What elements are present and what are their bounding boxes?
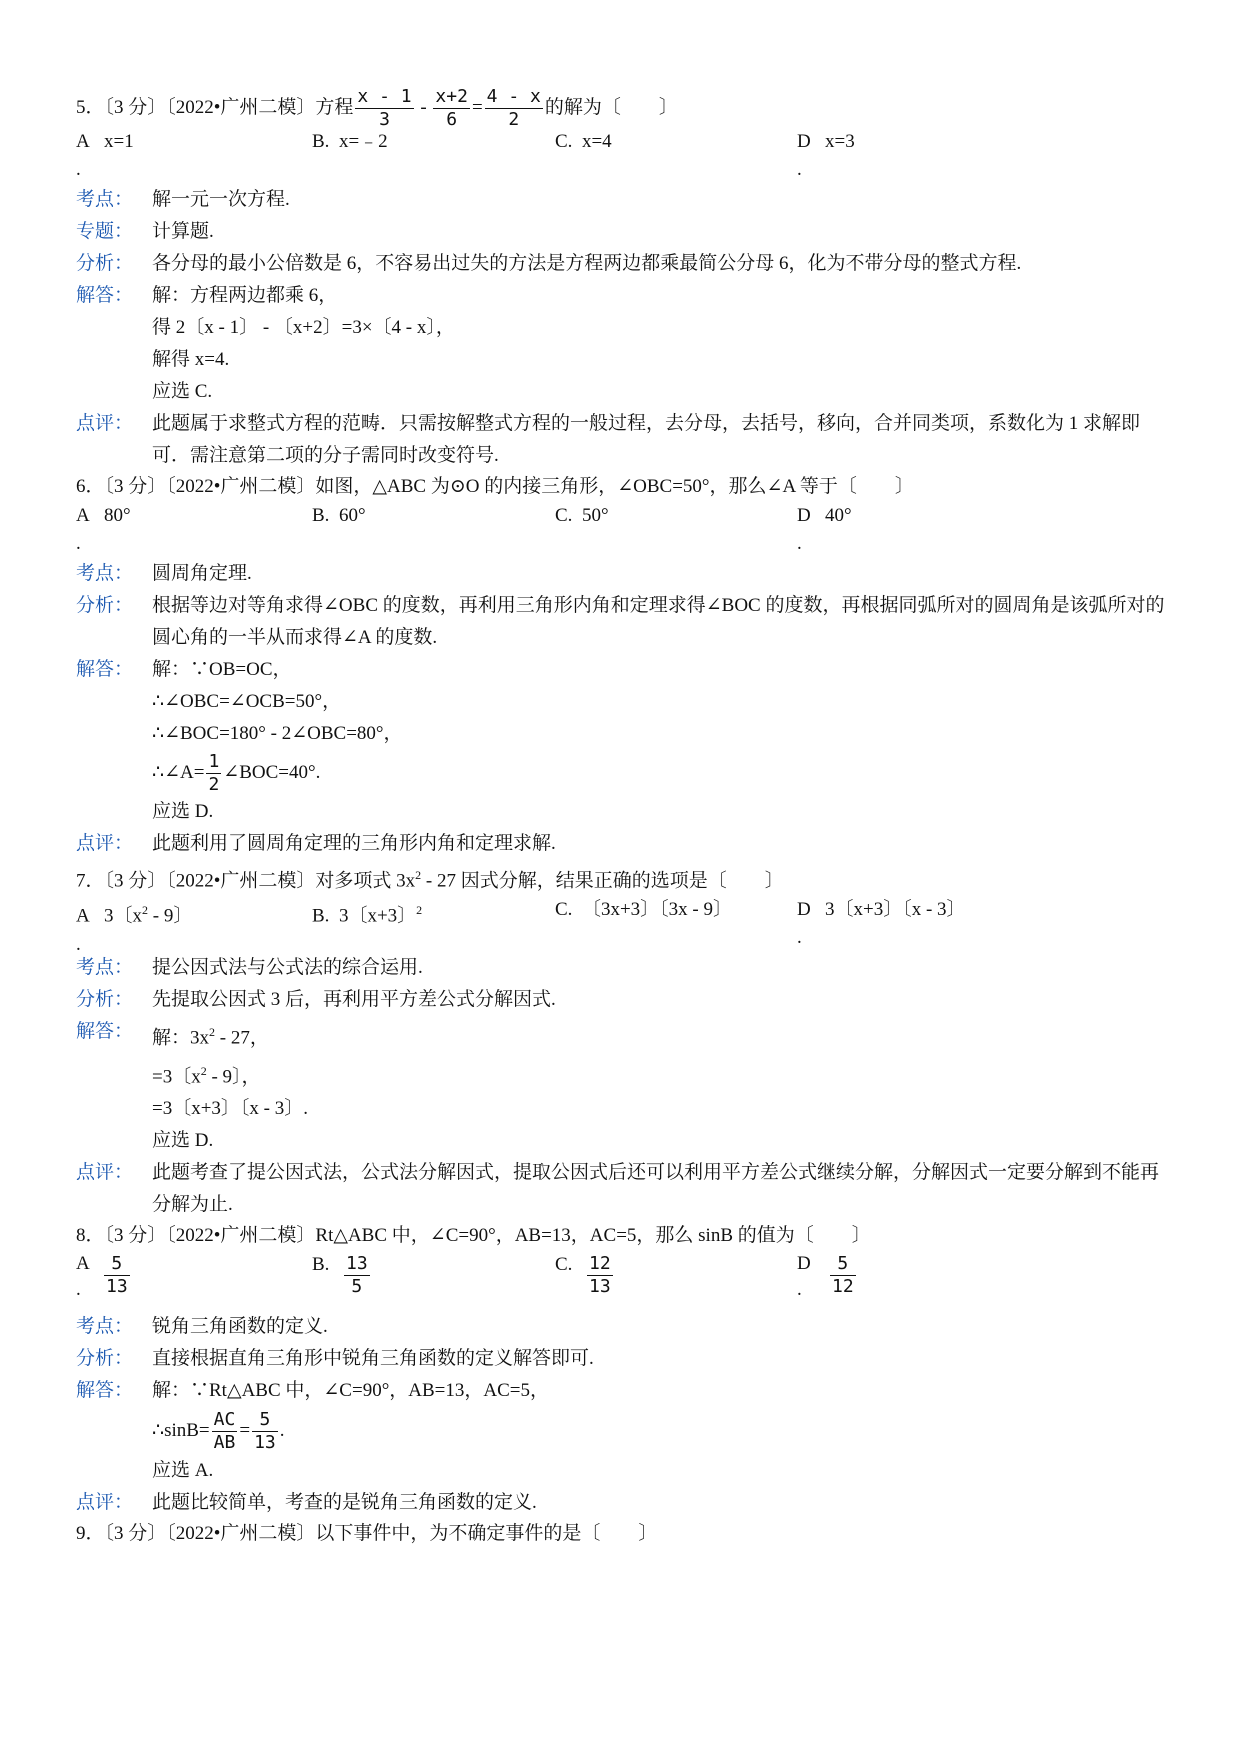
q5-zhuanti: [76, 216, 1176, 248]
option-text: 50°: [581, 505, 609, 526]
option-a-value: [102, 1253, 132, 1298]
label-jieda: 解答：: [76, 659, 134, 680]
option-text: 60°: [338, 505, 366, 526]
option-text: x=1: [103, 131, 134, 152]
expr-pre: ∴sinB=: [152, 1420, 210, 1442]
label-kaodian: 考点：: [76, 563, 134, 584]
fraction-ac-ab: [212, 1409, 238, 1454]
expr-pre: 解：3x: [152, 1027, 210, 1049]
jieda-line: 应选 C.: [152, 381, 213, 402]
option-text: 3〔x+3〕: [338, 905, 417, 927]
q8-jieda: [76, 1375, 1176, 1487]
dot: .: [797, 927, 802, 949]
dianping-text: 此题属于求整式方程的范畴．只需按解整式方程的一般过程，去分母，去括号，移向，合并同类项，系数化为 1 求解即可．需注意第二项的分子需同时改变符号.: [152, 413, 1141, 466]
option-letter: B.: [312, 905, 330, 927]
option-letter: C.: [555, 505, 573, 526]
question-7: [76, 860, 1176, 896]
q5-fraction-1: [355, 86, 413, 131]
frac-den: 3: [379, 109, 390, 130]
jieda-line: 解：∵OB=OC，: [152, 659, 292, 680]
expr-post: .: [279, 1420, 285, 1442]
kaodian-text: 锐角三角函数的定义.: [152, 1316, 328, 1338]
jieda-line: 解：∵Rt△ABC 中，∠C=90°，AB=13，AC=5，: [152, 1380, 550, 1402]
frac-num: 4 - x: [486, 86, 541, 107]
fraction: [344, 1253, 370, 1298]
equals: =: [239, 1420, 251, 1442]
frac-den: 13: [589, 1276, 611, 1298]
option-b: [312, 896, 422, 930]
option-letter: B.: [312, 131, 330, 152]
option-d: [797, 1251, 811, 1303]
option-text: - 9〕: [148, 905, 193, 927]
jieda-line: ∴∠OBC=∠OCB=50°，: [152, 691, 342, 712]
frac-num: 12: [589, 1253, 611, 1275]
jieda-content: [152, 1375, 1176, 1487]
dianping-text: 此题考查了提公因式法，公式法分解因式，提取公因式后还可以利用平方差公式继续分解，分解因式一定要分解到不能再分解为止.: [152, 1162, 1160, 1216]
label-jieda: 解答：: [76, 1021, 134, 1043]
option-b: [312, 128, 388, 156]
option-b: [312, 502, 366, 530]
superscript: 2: [209, 1025, 216, 1040]
option-letter: B.: [312, 505, 330, 526]
superscript: 2: [142, 903, 148, 918]
q6-kaodian: [76, 558, 1176, 590]
q8-fenxi: [76, 1343, 1176, 1375]
option-b-value: [342, 1253, 372, 1298]
option-text: x=﹣2: [338, 131, 388, 152]
option-letter: B.: [312, 1254, 330, 1276]
option-letter: C.: [555, 131, 573, 152]
question-8: 8．〔3 分〕〔2022•广州二模〕Rt△ABC 中，∠C=90°，AB=13，AC=5，那么 sinB 的值为〔 〕: [76, 1225, 871, 1247]
superscript: 2: [200, 1063, 207, 1078]
option-text: x=3: [824, 131, 855, 152]
frac-num: 5: [252, 1409, 278, 1432]
q5-fenxi: [76, 248, 1176, 280]
option-d-value: [828, 1253, 858, 1298]
half-fraction: [206, 751, 221, 796]
q7-dianping: [76, 1157, 1176, 1221]
label-dianping: 点评：: [76, 1492, 134, 1514]
fenxi-text: 各分母的最小公倍数是 6，不容易出过失的方法是方程两边都乘最简公分母 6，化为不带分母的整式方程.: [152, 253, 1022, 274]
option-text: 3〔x: [103, 905, 142, 927]
q6-jieda: [76, 654, 1176, 828]
option-text: 〔3x+3〕〔3x - 9〕: [581, 899, 732, 921]
frac-den: 13: [106, 1276, 128, 1298]
jieda-line: [152, 750, 1176, 796]
fenxi-text: 直接根据直角三角形中锐角三角函数的定义解答即可.: [152, 1348, 594, 1370]
option-letter: D: [797, 899, 811, 921]
q7-fenxi: [76, 984, 1176, 1016]
jieda-line: ∴∠BOC=180° - 2∠OBC=80°，: [152, 723, 403, 744]
q5-stem-pre: 5．〔3 分〕〔2022•广州二模〕方程: [76, 96, 354, 118]
jieda-content: [152, 1016, 1176, 1157]
equals: =: [471, 96, 483, 118]
q8-kaodian: [76, 1311, 1176, 1343]
fraction: [587, 1253, 613, 1298]
frac-den: 6: [446, 109, 458, 130]
jieda-line: [152, 1016, 1176, 1054]
label-jieda: 解答：: [76, 285, 134, 306]
jieda-line: [152, 1407, 1176, 1455]
option-letter: A: [76, 505, 90, 526]
fraction: [830, 1253, 856, 1298]
label-zhuanti: 专题：: [76, 221, 134, 242]
frac-den: 5: [351, 1276, 363, 1298]
jieda-line: 解得 x=4.: [152, 349, 230, 370]
fenxi-text: 根据等边对等角求得∠OBC 的度数，再利用三角形内角和定理求得∠BOC 的度数，再根据同弧所对的圆周角是该弧所对的圆心角的一半从而求得∠A 的度数.: [152, 595, 1165, 648]
option-letter: A: [76, 1253, 90, 1275]
q7-jieda: [76, 1016, 1176, 1157]
superscript: 2: [416, 903, 423, 918]
dianping-text: 此题比较简单，考查的是锐角三角函数的定义.: [152, 1492, 537, 1514]
frac-den: 13: [254, 1432, 276, 1454]
option-a: [76, 502, 131, 558]
question-9: 9．〔3 分〕〔2022•广州二模〕以下事件中，为不确定事件的是〔 〕: [76, 1523, 658, 1545]
q5-stem-post: 的解为〔 〕: [544, 96, 678, 118]
option-text: 3〔x+3〕〔x - 3〕: [824, 899, 966, 921]
label-kaodian: 考点：: [76, 1316, 134, 1338]
kaodian-text: 提公因式法与公式法的综合运用.: [152, 957, 423, 979]
label-dianping: 点评：: [76, 833, 134, 855]
dot: .: [76, 1279, 81, 1301]
option-letter: D: [797, 1253, 811, 1275]
option-letter: D: [797, 131, 811, 152]
option-letter: A: [76, 131, 90, 152]
option-c-value: [585, 1253, 615, 1298]
q6-fenxi: [76, 590, 1176, 654]
q7-stem-post: - 27 因式分解，结果正确的选项是〔 〕: [421, 870, 784, 892]
option-letter: C.: [555, 899, 573, 921]
dot: .: [76, 933, 81, 955]
kaodian-text: 解一元一次方程.: [152, 189, 290, 210]
option-a: [76, 896, 192, 958]
option-c: [555, 502, 609, 530]
option-d: [797, 128, 855, 184]
frac-den: 2: [508, 109, 520, 130]
q8-options: [76, 1251, 1176, 1311]
expr-post: ∠BOC=40°.: [223, 762, 321, 783]
q6-dianping: [76, 828, 1176, 860]
option-a: [76, 128, 134, 184]
jieda-line: [152, 1055, 1176, 1093]
question-5: [76, 86, 1176, 130]
label-jieda: 解答：: [76, 1380, 134, 1402]
frac-den: 2: [208, 774, 220, 796]
frac-num: 1: [208, 751, 220, 773]
option-d: [797, 896, 966, 952]
frac-num: x+2: [435, 86, 468, 107]
jieda-line: =3〔x+3〕〔x - 3〕.: [152, 1098, 309, 1120]
option-letter: A: [76, 905, 90, 927]
q8-dianping: [76, 1487, 1176, 1519]
dot: .: [76, 533, 81, 554]
label-fenxi: 分析：: [76, 595, 134, 616]
jieda-line: 得 2〔x - 1〕 - 〔x+2〕=3×〔4 - x〕，: [152, 317, 455, 338]
option-text: 80°: [103, 505, 131, 526]
q5-fraction-2: [433, 86, 470, 131]
superscript: 2: [415, 868, 422, 883]
frac-num: 5: [830, 1253, 856, 1276]
dianping-text: 此题利用了圆周角定理的三角形内角和定理求解.: [152, 833, 556, 855]
label-dianping: 点评：: [76, 1162, 134, 1184]
option-d: [797, 502, 852, 558]
expr-post: - 9〕，: [206, 1066, 261, 1088]
frac-num: 5: [104, 1253, 130, 1276]
q7-stem-pre: 7．〔3 分〕〔2022•广州二模〕对多项式 3x: [76, 870, 416, 892]
expr-post: - 27，: [215, 1027, 269, 1049]
option-c: [555, 1251, 572, 1279]
q7-kaodian: [76, 952, 1176, 984]
frac-num: AC: [213, 1409, 236, 1431]
kaodian-text: 圆周角定理.: [152, 563, 252, 584]
frac-num: 13: [346, 1253, 368, 1275]
jieda-line: 应选 A.: [152, 1460, 214, 1482]
expr-pre: =3〔x: [152, 1066, 201, 1088]
zhuanti-text: 计算题.: [152, 221, 214, 242]
jieda-content: [152, 654, 1176, 828]
option-a: [76, 1251, 90, 1303]
dot: .: [797, 159, 802, 180]
jieda-content: [152, 280, 1176, 408]
fraction: [104, 1253, 130, 1298]
dot: .: [797, 1279, 802, 1301]
q5-fraction-3: [485, 86, 543, 131]
dot: .: [797, 533, 802, 554]
q5-options: [76, 128, 1176, 184]
q7-options: [76, 896, 1176, 955]
option-c: [555, 128, 612, 156]
label-kaodian: 考点：: [76, 957, 134, 979]
q5-kaodian: [76, 184, 1176, 216]
label-fenxi: 分析：: [76, 253, 134, 274]
frac-den: AB: [213, 1432, 236, 1454]
option-letter: C.: [555, 1254, 573, 1276]
dot: .: [76, 159, 81, 180]
q5-jieda: [76, 280, 1176, 408]
jieda-line: 应选 D.: [152, 1130, 214, 1152]
label-fenxi: 分析：: [76, 1348, 134, 1370]
jieda-line: 解：方程两边都乘 6，: [152, 285, 338, 306]
exam-page: [76, 86, 1176, 1549]
label-dianping: 点评：: [76, 413, 134, 434]
q5-dianping: [76, 408, 1176, 472]
label-fenxi: 分析：: [76, 989, 134, 1011]
question-6: 6．〔3 分〕〔2022•广州二模〕如图，△ABC 为⊙O 的内接三角形，∠OBC=50°，那么∠A 等于〔 〕: [76, 476, 914, 497]
fenxi-text: 先提取公因式 3 后，再利用平方差公式分解因式.: [152, 989, 556, 1011]
jieda-line: 应选 D.: [152, 801, 214, 823]
minus: -: [415, 96, 432, 118]
label-kaodian: 考点：: [76, 189, 134, 210]
fraction-5-13: [252, 1409, 278, 1454]
frac-den: 12: [832, 1276, 854, 1298]
option-b: [312, 1251, 329, 1279]
option-text: x=4: [581, 131, 612, 152]
option-letter: D: [797, 505, 811, 526]
option-c: [555, 896, 732, 924]
q6-options: [76, 502, 1176, 558]
option-text: 40°: [824, 505, 852, 526]
frac-num: x - 1: [357, 86, 412, 107]
expr-pre: ∴∠A=: [152, 762, 205, 783]
